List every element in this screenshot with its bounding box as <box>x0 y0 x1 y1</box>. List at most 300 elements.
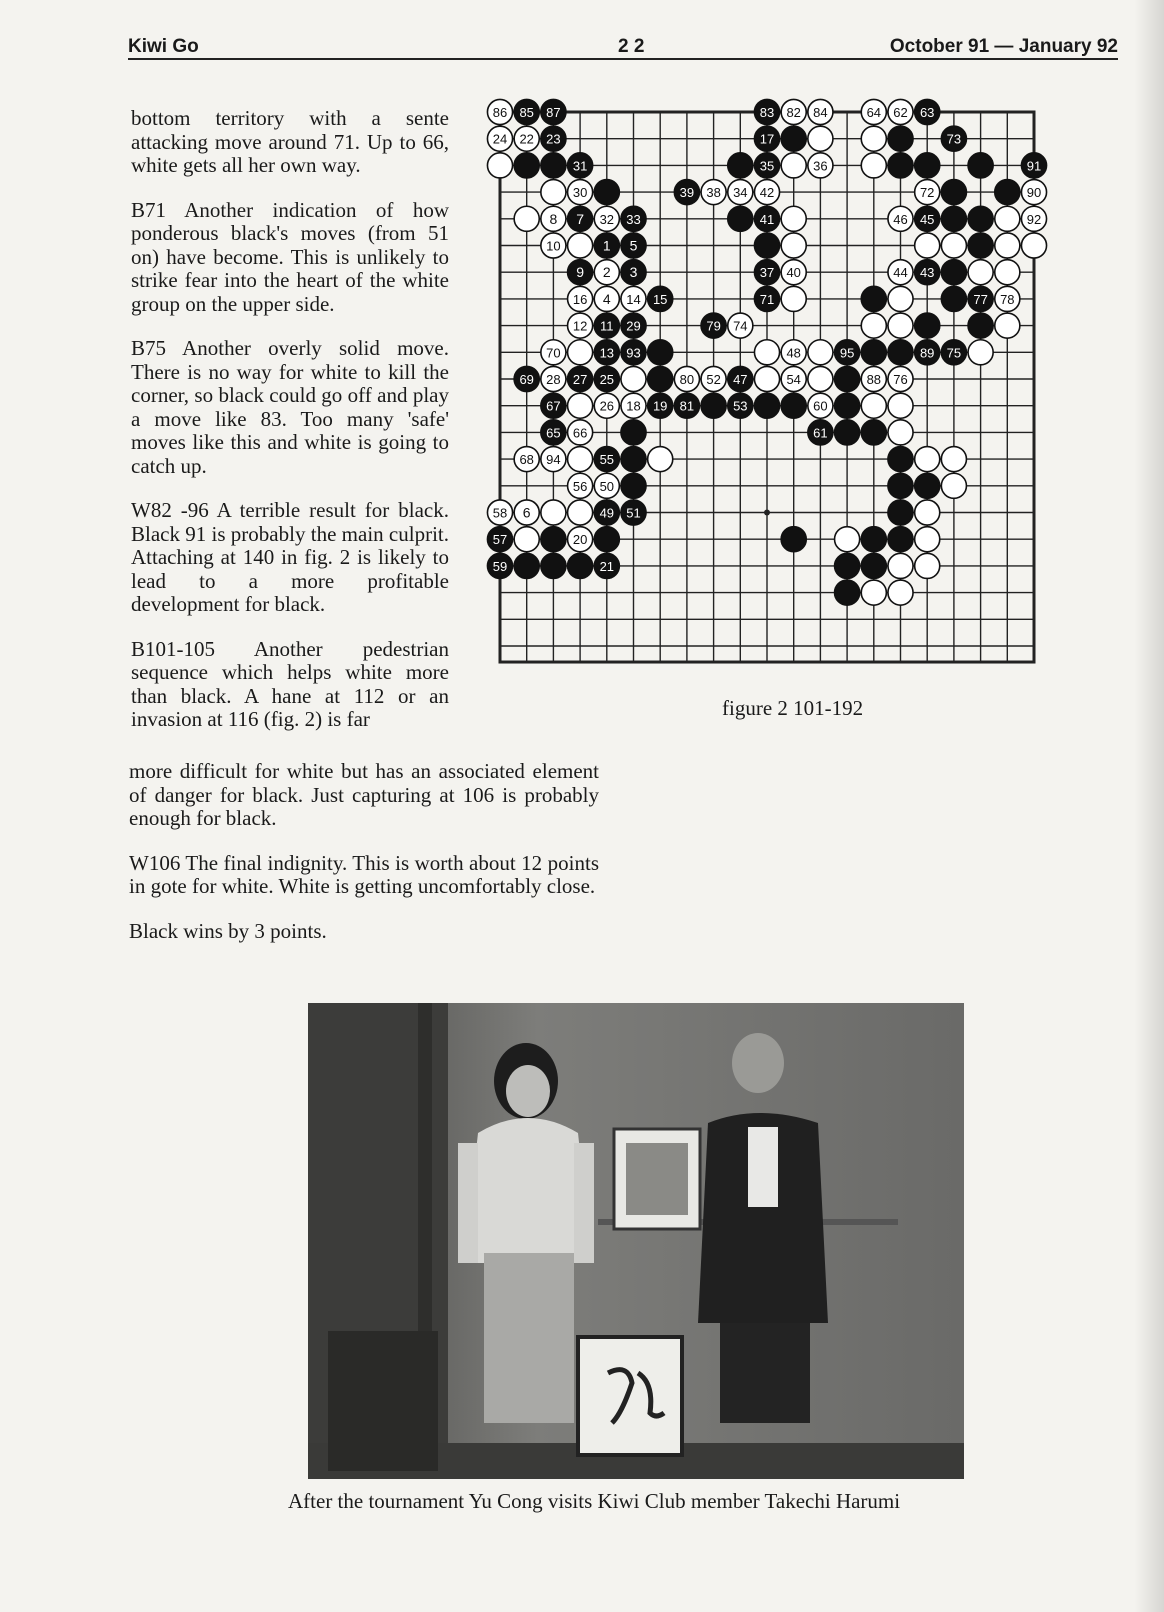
black-stone <box>941 340 966 365</box>
black-stone <box>754 126 779 151</box>
white-stone <box>568 233 593 258</box>
move-number: 64 <box>866 105 882 120</box>
black-stone <box>968 206 993 231</box>
move-number: 82 <box>786 105 801 120</box>
black-stone <box>648 393 673 418</box>
black-stone <box>648 366 673 391</box>
move-number: 28 <box>546 372 561 387</box>
move-number: 95 <box>839 345 855 361</box>
white-stone <box>888 206 913 231</box>
black-stone <box>754 260 779 285</box>
move-number: 29 <box>626 318 641 334</box>
move-number: 13 <box>599 345 615 361</box>
white-stone <box>594 393 619 418</box>
result-line: Black wins by 3 points. <box>129 918 327 943</box>
move-number: 8 <box>549 210 558 227</box>
star-point <box>764 510 770 516</box>
black-stone <box>915 340 940 365</box>
black-stone <box>541 553 566 578</box>
black-stone <box>888 126 913 151</box>
black-stone <box>701 313 726 338</box>
move-number: 12 <box>572 318 588 334</box>
header-publication: Kiwi Go <box>128 36 199 57</box>
white-stone <box>861 99 886 124</box>
black-stone <box>888 340 913 365</box>
white-stone <box>995 260 1020 285</box>
figure-caption: figure 2 101-192 <box>722 696 864 720</box>
white-stone <box>728 313 753 338</box>
black-stone <box>621 313 646 338</box>
go-board-svg <box>468 96 1086 696</box>
white-stone <box>568 527 593 552</box>
black-stone <box>861 340 886 365</box>
black-stone <box>701 393 726 418</box>
white-stone <box>648 447 673 472</box>
black-stone <box>915 153 940 178</box>
white-stone <box>941 233 966 258</box>
black-stone <box>888 527 913 552</box>
move-number: 21 <box>599 558 615 574</box>
black-stone <box>594 340 619 365</box>
move-number: 78 <box>1000 291 1015 307</box>
white-stone <box>487 99 512 124</box>
black-stone <box>568 206 593 231</box>
white-stone <box>995 206 1020 231</box>
white-stone <box>621 366 646 391</box>
black-stone <box>915 260 940 285</box>
move-number: 2 <box>602 264 611 281</box>
white-stone <box>621 286 646 311</box>
white-stone <box>808 126 833 151</box>
white-stone <box>995 313 1020 338</box>
move-number: 92 <box>1026 211 1042 227</box>
black-stone <box>541 99 566 124</box>
move-number: 55 <box>599 452 615 468</box>
move-number: 42 <box>759 185 775 201</box>
black-stone <box>888 153 913 178</box>
white-stone <box>781 366 806 391</box>
white-stone <box>594 286 619 311</box>
move-number: 56 <box>572 478 588 494</box>
white-stone <box>594 260 619 285</box>
move-number: 83 <box>759 105 775 120</box>
move-number: 40 <box>786 265 801 281</box>
black-stone <box>941 126 966 151</box>
white-stone <box>781 340 806 365</box>
black-stone <box>487 553 512 578</box>
move-number: 41 <box>759 211 775 227</box>
black-stone <box>728 366 753 391</box>
white-stone <box>808 393 833 418</box>
white-stone <box>781 153 806 178</box>
black-stone <box>968 286 993 311</box>
white-stone <box>541 180 566 205</box>
move-number: 45 <box>919 211 935 227</box>
move-number: 71 <box>759 291 775 307</box>
move-number: 72 <box>919 185 935 201</box>
black-stone <box>594 527 619 552</box>
move-number: 65 <box>546 425 561 441</box>
move-number: 89 <box>919 345 935 361</box>
black-stone <box>888 500 913 525</box>
black-stone <box>621 233 646 258</box>
black-stone <box>594 500 619 525</box>
move-number: 22 <box>519 131 534 147</box>
black-stone <box>754 233 779 258</box>
white-stone <box>861 313 886 338</box>
white-stone <box>888 260 913 285</box>
move-number: 53 <box>733 398 748 414</box>
move-number: 17 <box>759 131 775 147</box>
move-number: 79 <box>706 318 721 334</box>
white-stone <box>995 286 1020 311</box>
white-stone <box>701 180 726 205</box>
move-number: 16 <box>572 291 588 307</box>
move-number: 43 <box>919 265 935 281</box>
move-number: 4 <box>602 290 611 307</box>
white-stone <box>594 473 619 498</box>
white-stone <box>888 580 913 605</box>
white-stone <box>568 313 593 338</box>
photo-illustration <box>308 1003 964 1479</box>
move-number: 60 <box>813 398 828 414</box>
white-stone <box>781 233 806 258</box>
white-stone <box>621 393 646 418</box>
move-number: 70 <box>546 345 561 361</box>
black-stone <box>941 206 966 231</box>
white-stone <box>514 527 539 552</box>
white-stone <box>541 340 566 365</box>
black-stone <box>781 126 806 151</box>
white-stone <box>568 286 593 311</box>
white-stone <box>941 447 966 472</box>
move-number: 30 <box>572 185 588 201</box>
move-number: 32 <box>599 211 615 227</box>
commentary-continuation <box>129 760 599 964</box>
white-stone <box>514 447 539 472</box>
white-stone <box>1021 180 1046 205</box>
wall-picture <box>614 1129 700 1229</box>
move-number: 86 <box>492 105 508 120</box>
black-stone <box>808 420 833 445</box>
black-stone <box>594 313 619 338</box>
move-number: 88 <box>866 372 882 387</box>
move-number: 26 <box>599 398 615 414</box>
move-number: 24 <box>492 131 508 147</box>
black-stone <box>541 153 566 178</box>
move-number: 10 <box>546 238 561 254</box>
black-stone <box>514 153 539 178</box>
move-number: 51 <box>626 505 641 521</box>
black-stone <box>728 153 753 178</box>
black-stone <box>541 420 566 445</box>
photo-caption: After the tournament Yu Cong visits Kiwi Club member Takechi Harumi <box>288 1489 901 1513</box>
move-number: 35 <box>759 158 775 174</box>
move-number: 6 <box>522 504 531 521</box>
move-number: 94 <box>546 452 561 468</box>
white-stone <box>808 153 833 178</box>
white-stone <box>861 366 886 391</box>
black-stone <box>915 99 940 124</box>
move-number: 74 <box>733 318 748 334</box>
move-number: 50 <box>599 478 615 494</box>
black-stone <box>941 286 966 311</box>
white-stone <box>915 233 940 258</box>
black-stone <box>835 366 860 391</box>
black-stone <box>915 313 940 338</box>
white-stone <box>568 180 593 205</box>
white-stone <box>728 180 753 205</box>
black-stone <box>915 206 940 231</box>
paragraph: bottom territory with a sente attacking move around 71. Up to 66, white gets all her own way. <box>131 106 449 177</box>
black-stone <box>648 340 673 365</box>
move-number: 46 <box>893 211 908 227</box>
black-stone <box>861 420 886 445</box>
black-stone <box>835 340 860 365</box>
move-number: 34 <box>733 185 748 201</box>
white-stone <box>487 126 512 151</box>
black-stone <box>568 260 593 285</box>
black-stone <box>861 286 886 311</box>
white-stone <box>568 473 593 498</box>
black-stone <box>835 553 860 578</box>
white-stone <box>861 393 886 418</box>
black-stone <box>861 553 886 578</box>
white-stone <box>861 153 886 178</box>
white-stone <box>808 340 833 365</box>
white-stone <box>487 500 512 525</box>
move-number: 47 <box>733 372 748 387</box>
move-number: 59 <box>492 558 508 574</box>
black-stone <box>728 393 753 418</box>
move-number: 36 <box>813 158 828 174</box>
white-stone <box>514 126 539 151</box>
black-stone <box>754 99 779 124</box>
black-stone <box>594 180 619 205</box>
move-number: 57 <box>492 532 508 548</box>
move-number: 81 <box>679 398 695 414</box>
page-edge-shadow <box>1134 0 1164 1612</box>
white-stone <box>915 180 940 205</box>
white-stone <box>568 447 593 472</box>
move-number: 3 <box>629 264 638 281</box>
black-stone <box>541 527 566 552</box>
white-stone <box>754 366 779 391</box>
black-stone <box>941 180 966 205</box>
move-number: 7 <box>576 210 584 227</box>
white-stone <box>701 366 726 391</box>
black-stone <box>888 473 913 498</box>
white-stone <box>541 500 566 525</box>
move-number: 90 <box>1026 185 1042 201</box>
white-stone <box>888 393 913 418</box>
black-stone <box>915 473 940 498</box>
white-stone <box>968 340 993 365</box>
black-stone <box>568 553 593 578</box>
white-stone <box>968 260 993 285</box>
black-stone <box>514 553 539 578</box>
white-stone <box>568 393 593 418</box>
white-stone <box>568 340 593 365</box>
black-stone <box>621 206 646 231</box>
black-stone <box>968 313 993 338</box>
black-stone <box>995 180 1020 205</box>
white-stone <box>487 153 512 178</box>
black-stone <box>754 286 779 311</box>
black-stone <box>621 340 646 365</box>
running-header <box>128 36 1118 60</box>
move-number: 52 <box>706 372 721 387</box>
move-number: 85 <box>519 105 534 120</box>
white-stone <box>915 553 940 578</box>
white-stone <box>995 233 1020 258</box>
black-stone <box>968 153 993 178</box>
black-stone <box>621 500 646 525</box>
black-stone <box>781 393 806 418</box>
black-stone <box>835 580 860 605</box>
white-stone <box>568 500 593 525</box>
move-number: 23 <box>546 131 561 147</box>
move-number: 61 <box>813 425 828 441</box>
black-stone <box>621 447 646 472</box>
black-stone <box>941 260 966 285</box>
header-rule <box>128 58 1118 60</box>
black-stone <box>781 527 806 552</box>
header-issue-date: October 91 — January 92 <box>889 36 1118 57</box>
black-stone <box>621 420 646 445</box>
white-stone <box>541 447 566 472</box>
black-stone <box>835 393 860 418</box>
paragraph: W106 The final indignity. This is worth about 12 points in gote for white. White is getting uncomfortably close. <box>129 850 599 898</box>
paragraph: W82 -96 A terrible result for black. Black 91 is probably the main culprit. Attaching at 140 in fig. 2 is likely to lead to a more profitable development for black. <box>131 498 449 616</box>
move-number: 93 <box>626 345 641 361</box>
move-number: 5 <box>629 237 638 254</box>
move-number: 14 <box>626 291 641 307</box>
white-stone <box>915 527 940 552</box>
white-stone <box>781 260 806 285</box>
black-stone <box>568 366 593 391</box>
black-stone <box>754 393 779 418</box>
white-stone <box>541 366 566 391</box>
paragraph: B75 Another overly solid move. There is no way for white to kill the corner, so black could go off and play a move like 83. Too many 'safe' moves like this and white is going to catch up. <box>131 336 449 478</box>
move-number: 66 <box>572 425 588 441</box>
paragraph: B71 Another indication of how ponderous black's moves (from 51 on) have become. This is unlikely to strike fear into the heart of the white group on the upper side. <box>131 197 449 316</box>
move-number: 25 <box>599 372 615 387</box>
move-number: 18 <box>626 398 641 414</box>
black-stone <box>594 447 619 472</box>
black-stone <box>487 527 512 552</box>
black-stone <box>861 527 886 552</box>
move-number: 58 <box>492 505 508 521</box>
move-number: 69 <box>519 372 534 387</box>
white-stone <box>568 420 593 445</box>
white-stone <box>888 420 913 445</box>
move-number: 48 <box>786 345 801 361</box>
move-number: 76 <box>893 372 908 387</box>
move-number: 77 <box>973 291 988 307</box>
move-number: 75 <box>946 345 962 361</box>
move-number: 80 <box>679 372 695 387</box>
white-stone <box>781 99 806 124</box>
black-stone <box>835 420 860 445</box>
black-stone <box>888 447 913 472</box>
black-stone <box>728 206 753 231</box>
move-number: 49 <box>599 505 615 521</box>
move-number: 44 <box>893 265 908 281</box>
black-stone <box>648 286 673 311</box>
white-stone <box>888 553 913 578</box>
move-number: 67 <box>546 398 561 414</box>
white-stone <box>915 447 940 472</box>
calligraphy-frame <box>578 1337 682 1455</box>
move-number: 54 <box>786 372 801 387</box>
black-stone <box>514 99 539 124</box>
paragraph: more difficult for white but has an associated element of danger for black. Just capturing at 106 is probably enough for black. <box>129 759 599 830</box>
black-stone <box>594 553 619 578</box>
move-number: 38 <box>706 185 721 201</box>
white-stone <box>594 206 619 231</box>
black-stone <box>674 180 699 205</box>
white-stone <box>835 527 860 552</box>
move-number: 19 <box>652 398 668 414</box>
move-number: 39 <box>679 185 695 201</box>
white-stone <box>888 286 913 311</box>
white-stone <box>861 126 886 151</box>
black-stone <box>621 260 646 285</box>
black-stone <box>621 473 646 498</box>
white-stone <box>674 366 699 391</box>
move-number: 20 <box>572 532 588 548</box>
white-stone <box>754 340 779 365</box>
move-number: 27 <box>572 372 588 387</box>
move-number: 37 <box>759 265 775 281</box>
commentary-column <box>131 107 449 732</box>
move-number: 1 <box>602 237 611 254</box>
move-number: 73 <box>946 131 962 147</box>
white-stone <box>941 473 966 498</box>
move-number: 91 <box>1026 158 1042 174</box>
move-number: 15 <box>652 291 668 307</box>
tournament-photo <box>308 1003 964 1479</box>
move-number: 62 <box>893 105 908 120</box>
white-stone <box>541 206 566 231</box>
white-stone <box>541 233 566 258</box>
black-stone <box>594 233 619 258</box>
white-stone <box>808 99 833 124</box>
white-stone <box>754 180 779 205</box>
black-stone <box>541 126 566 151</box>
white-stone <box>1021 206 1046 231</box>
header-page-number: 2 2 <box>618 36 645 57</box>
black-stone <box>754 153 779 178</box>
black-stone <box>754 206 779 231</box>
white-stone <box>888 313 913 338</box>
move-number: 31 <box>572 158 588 174</box>
move-number: 11 <box>600 318 614 334</box>
move-number: 33 <box>626 211 641 227</box>
white-stone <box>888 99 913 124</box>
white-stone <box>781 206 806 231</box>
white-stone <box>915 500 940 525</box>
white-stone <box>808 366 833 391</box>
black-stone <box>541 393 566 418</box>
go-board-diagram <box>468 96 1086 696</box>
black-stone <box>594 366 619 391</box>
black-stone <box>968 233 993 258</box>
black-stone <box>514 366 539 391</box>
move-number: 9 <box>576 264 584 281</box>
white-stone <box>861 580 886 605</box>
